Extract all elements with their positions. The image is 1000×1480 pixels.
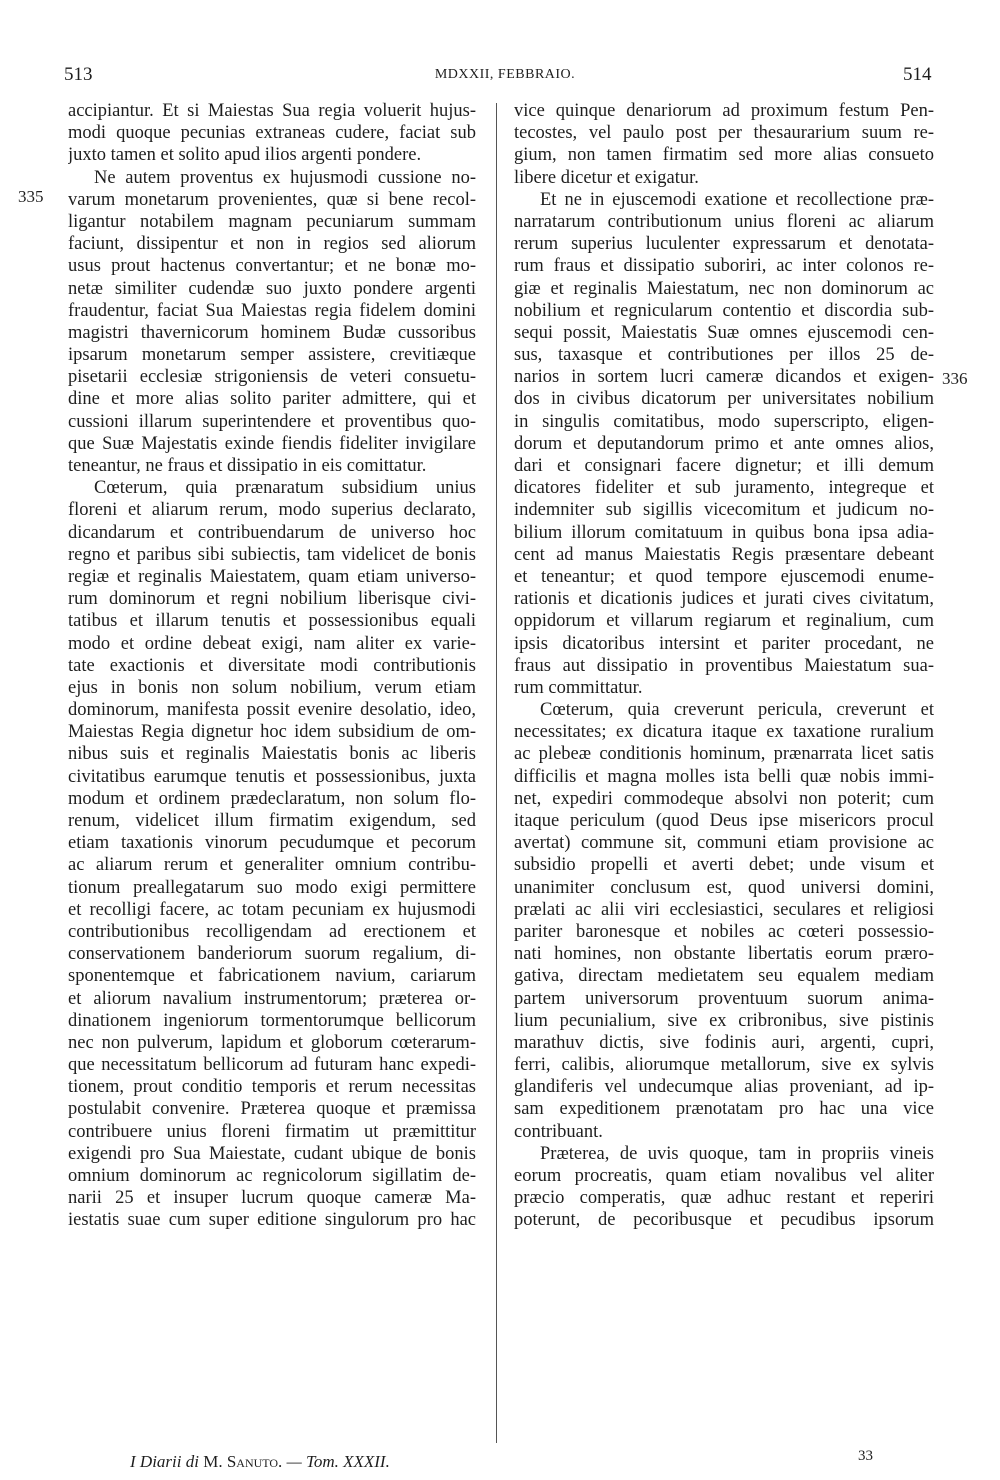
text-line: sponentemque et fabricationem navium, cariarum [68,966,476,987]
text-line: rationis et dicationis judices et jurati cives civitatum, [514,589,934,610]
text-line: Maiestas Regia dignetur hoc idem subsidium de om- [68,722,476,743]
footer-citation [130,1452,390,1472]
text-line: giæ et reginalis Maiestatum, nec non dominorum ac [514,278,934,299]
text-line: tionem, prout conditio temporis et rerum necessitas [68,1077,476,1098]
text-line: ejus in bonis non solum nobilium, verum etiam [68,677,476,698]
text-line: avertat) commune sit, communi etiam provisione ac [514,833,934,854]
text-line: accipiantur. Et si Maiestas Sua regia voluerit hujus- [68,101,476,121]
text-line: Ne autem proventus ex hujusmodi cussione no- [94,167,476,188]
footer-volume: Tom. XXXII. [305,1452,390,1471]
text-line: narratarum contributionum unius floreni ac aliarum [514,211,934,232]
text-line: tecostes, vel paulo post per thesaurarium suum re- [514,123,934,144]
text-line: postulabit convenire. Præterea quoque et præmissa [68,1099,476,1120]
text-line: net, expediri commodeque absolvi non poterit; cum [514,788,934,809]
text-line: glandiferis vel undecumque alias proveniant, ad ip- [514,1077,934,1098]
margin-number-right: 336 [942,369,968,388]
text-line: Cœterum, quia prænaratum subsidium unius [94,478,476,499]
right-page-number: 514 [903,64,932,85]
text-line: netæ similiter cudendæ suo juxto pondere argenti [68,278,476,299]
running-title: MDXXII, FEBBRAIO. [434,67,576,82]
text-line: gativa, directam medietatem seu equalem mediam [514,966,934,987]
text-line: cent ad manus Maiestatis Regis præsentare debeant [514,544,934,565]
text-line: juxto tamen et solito apud ilios argenti pondere. [68,145,422,166]
text-line: unanimiter conclusum est, quod universi domini, [514,877,934,898]
text-line: modum et ordinem prædeclaratum, non solum flo- [68,788,476,809]
text-line: libere dicetur et exigatur. [514,167,699,188]
text-line: teneantur, ne fraus et dissipatio in eis comittatur. [68,456,427,476]
text-line: modo et ordine debeat exigi, nam aliter ex varie- [68,633,476,654]
text-line: Et ne in ejuscemodi exatione et recollectione præ- [540,189,934,210]
text-line: etiam taxationis vinorum pecudumque et pecorum [68,833,476,854]
text-line: indemniter sub sigillis vicecomitum et judicum no- [514,500,934,521]
text-line: sam expeditionem prænotatam pro hac una vice [514,1099,934,1120]
text-line: dicatores fideliter et sub juramento, integreque et [514,478,934,499]
text-line: civitatibus earumque tenutis et possessionibus, juxta [68,766,476,787]
text-line: Præterea, de uvis quoque, tam in propriis vineis [540,1143,934,1164]
text-line: contribuere unius floreni firmatim ut præmittitur [68,1121,476,1142]
text-line: præcio comperatis, quæ adhuc restant et reperiri [514,1188,934,1209]
right-text-column [514,100,934,1232]
column-divider [496,103,497,1443]
text-line: omnium dominorum ac regnicolorum sigillatim de- [68,1166,476,1186]
text-line: sequi possit, Maiestatis Suæ omnes ejuscemodi cen- [514,322,934,343]
text-line: tate exactionis et diversitate modi contributionis [68,655,476,676]
text-line: nibus suis et reginalis Maiestatis bonis ac liberis [68,744,476,765]
text-line: dine et more alias solito pariter admittere, qui et [68,389,476,410]
text-line: oppidorum et villarum regiarum et reginalium, cum [514,611,934,632]
text-line: bilium illorum comitatuum in quibus bona ipsa adia- [514,522,934,543]
text-line: rum committatur. [514,677,643,698]
running-header [0,64,1000,88]
text-line: nobilium et regnicularum contentio et discordia sub- [514,300,934,321]
text-line: itaque periculum (quod Deus ipse misericors procul [514,811,934,831]
text-line: marathuv dictis, sive fodinis auri, argenti, cupri, [514,1032,934,1053]
text-line: ac plebeæ conditionis hominum, prænarrata licet satis [514,744,934,765]
text-line: iestatis suae cum super editione singulorum pro hac [68,1210,476,1231]
text-line: in singulis comitatibus, modo superscripto, eligen- [514,411,934,432]
text-line: eorum procreatis, quam etiam novalibus vel aliter [514,1166,934,1186]
text-line: que Suæ Majestatis exinde fiendis fideliter invigilare [68,433,476,454]
text-line: faciunt, dissipentur et non in regios sed aliorum [68,234,476,255]
text-line: tionum preallegatarum suo modo exigi permittere [68,877,476,898]
left-text-column [68,100,476,1232]
text-line: dominorum, manifesta possit evenire desolatio, ideo, [68,700,476,721]
text-line: narios in sortem lucri cameræ dicandos et exigen- [514,367,934,388]
text-line: Cœterum, quia creverunt pericula, creverunt et [540,700,934,721]
text-line: dinationem ingeniorum tormentorumque bellicorum [68,1010,476,1031]
text-line: fraudentur, faciat Sua Maiestas regia fidelem domini [68,300,476,321]
text-line: subsidio propelli et averti debet; unde visum et [514,855,934,876]
footer-dash: — [286,1452,302,1471]
text-line: rum dominorum et regni nobilium liberisque civi- [68,589,476,610]
text-line: varum monetarum provenientes, quæ si bene recol- [68,189,476,210]
text-line: pisetarii ecclesiæ strigoniensis de veteri consuetu- [68,367,476,388]
text-line: difficilis et magna molles ista belli quæ nobis immi- [514,766,934,787]
text-line: dari et consignari facere dignetur; et illi demum [514,456,934,476]
text-line: conservationem banderiorum suorum regalium, di- [68,944,476,965]
text-line: rum fraus et dissipatio suboriri, ac inter colonos re- [514,256,934,277]
text-line: que necessitatum bellicorum ad futuram hanc expedi- [68,1055,476,1076]
text-line: rerum superius luculenter expressarum et denotata- [514,234,934,255]
text-line: ferri, calibis, aliorumque metallorum, sive ex sylvis [514,1055,934,1076]
text-line: regno et paribus sibi subiectis, tam videlicet de bonis [68,544,476,565]
footer-prefix: I Diarii di [130,1452,199,1471]
text-line: gium, non tamen firmatim sed more alias consueto [514,145,934,166]
text-line: ipsarum monetarum semper assistere, crevitiæque [68,345,476,366]
text-line: dos in civibus dicatorum per universitates nobilium [514,389,934,410]
margin-number-left: 335 [18,187,44,206]
text-line: partem universorum proventuum suorum anima- [514,988,934,1009]
text-line: cussioni illarum superintendere et proventibus quo- [68,411,476,432]
text-line: contributionibus recolligendam ad erectionem et [68,921,476,942]
text-line: usus prout hactenus convertantur; et ne bonæ mo- [68,256,476,277]
text-line: ligantur notabilem magnam pecuniarum summam [68,211,476,232]
text-line: ipsis dicatoribus intersint et pariter procedant, ne [514,633,934,654]
text-line: modi quoque pecunias extraneas cudere, faciat sub [68,123,476,144]
text-line: floreni et aliarum rerum, modo superius declarato, [68,500,476,521]
text-line: nec non pulverum, lapidum et globorum cœterarum- [68,1032,476,1053]
text-line: fraus aut dissipatio in proventibus Maiestatum sua- [514,655,934,676]
text-line: et teneantur; et quod tempore ejuscemodi enume- [514,566,934,587]
text-line: tatibus et illarum tenutis et possessionibus equali [68,611,476,632]
text-line: renum, videlicet illum firmatim exigendum, sed [68,811,476,831]
text-line: ac aliarum rerum et generaliter omnium contribu- [68,855,476,876]
text-line: necessitates; ex dicatura itaque ex taxatione ruralium [514,722,934,743]
text-line: poterunt, de pecoribusque et pecudibus ipsorum [514,1210,934,1231]
text-line: dorum et deputandorum primo et ante omnes alios, [514,433,934,454]
text-line: prælati ac alii viri ecclesiastici, seculares et religiosi [514,899,934,920]
text-line: dicandarum et contribuendarum de universo hoc [68,522,476,543]
text-line: lium pecunialium, sive ex cribronibus, sive pistinis [514,1010,934,1031]
text-line: et recolligi facere, ac totam pecuniam ex hujusmodi [68,899,476,920]
text-line: pariter baronesque et nobiles ac cœteri possessio- [514,921,934,942]
text-line: vice quinque denariorum ad proximum festum Pen- [514,101,934,121]
text-line: magistri thavernicorum hominem Budæ cussoribus [68,322,476,343]
text-line: exigendi pro Sua Maiestate, cudant ubique de bonis [68,1143,476,1164]
text-line: contribuant. [514,1121,603,1142]
text-line: regiæ et reginalis Maiestatem, quam etiam universo- [68,566,476,587]
signature-mark: 33 [858,1448,873,1464]
text-line: sus, taxasque et contributiones per illos 25 de- [514,345,934,366]
text-line: narii 25 et insuper lucrum quoque cameræ Ma- [68,1188,476,1209]
left-page-number: 513 [64,64,93,85]
text-line: nati homines, non obstante libertatis eorum præro- [514,944,934,965]
footer-author: M. Sanuto. [203,1452,283,1471]
text-line: et aliorum navalium instrumentorum; præterea or- [68,988,476,1009]
